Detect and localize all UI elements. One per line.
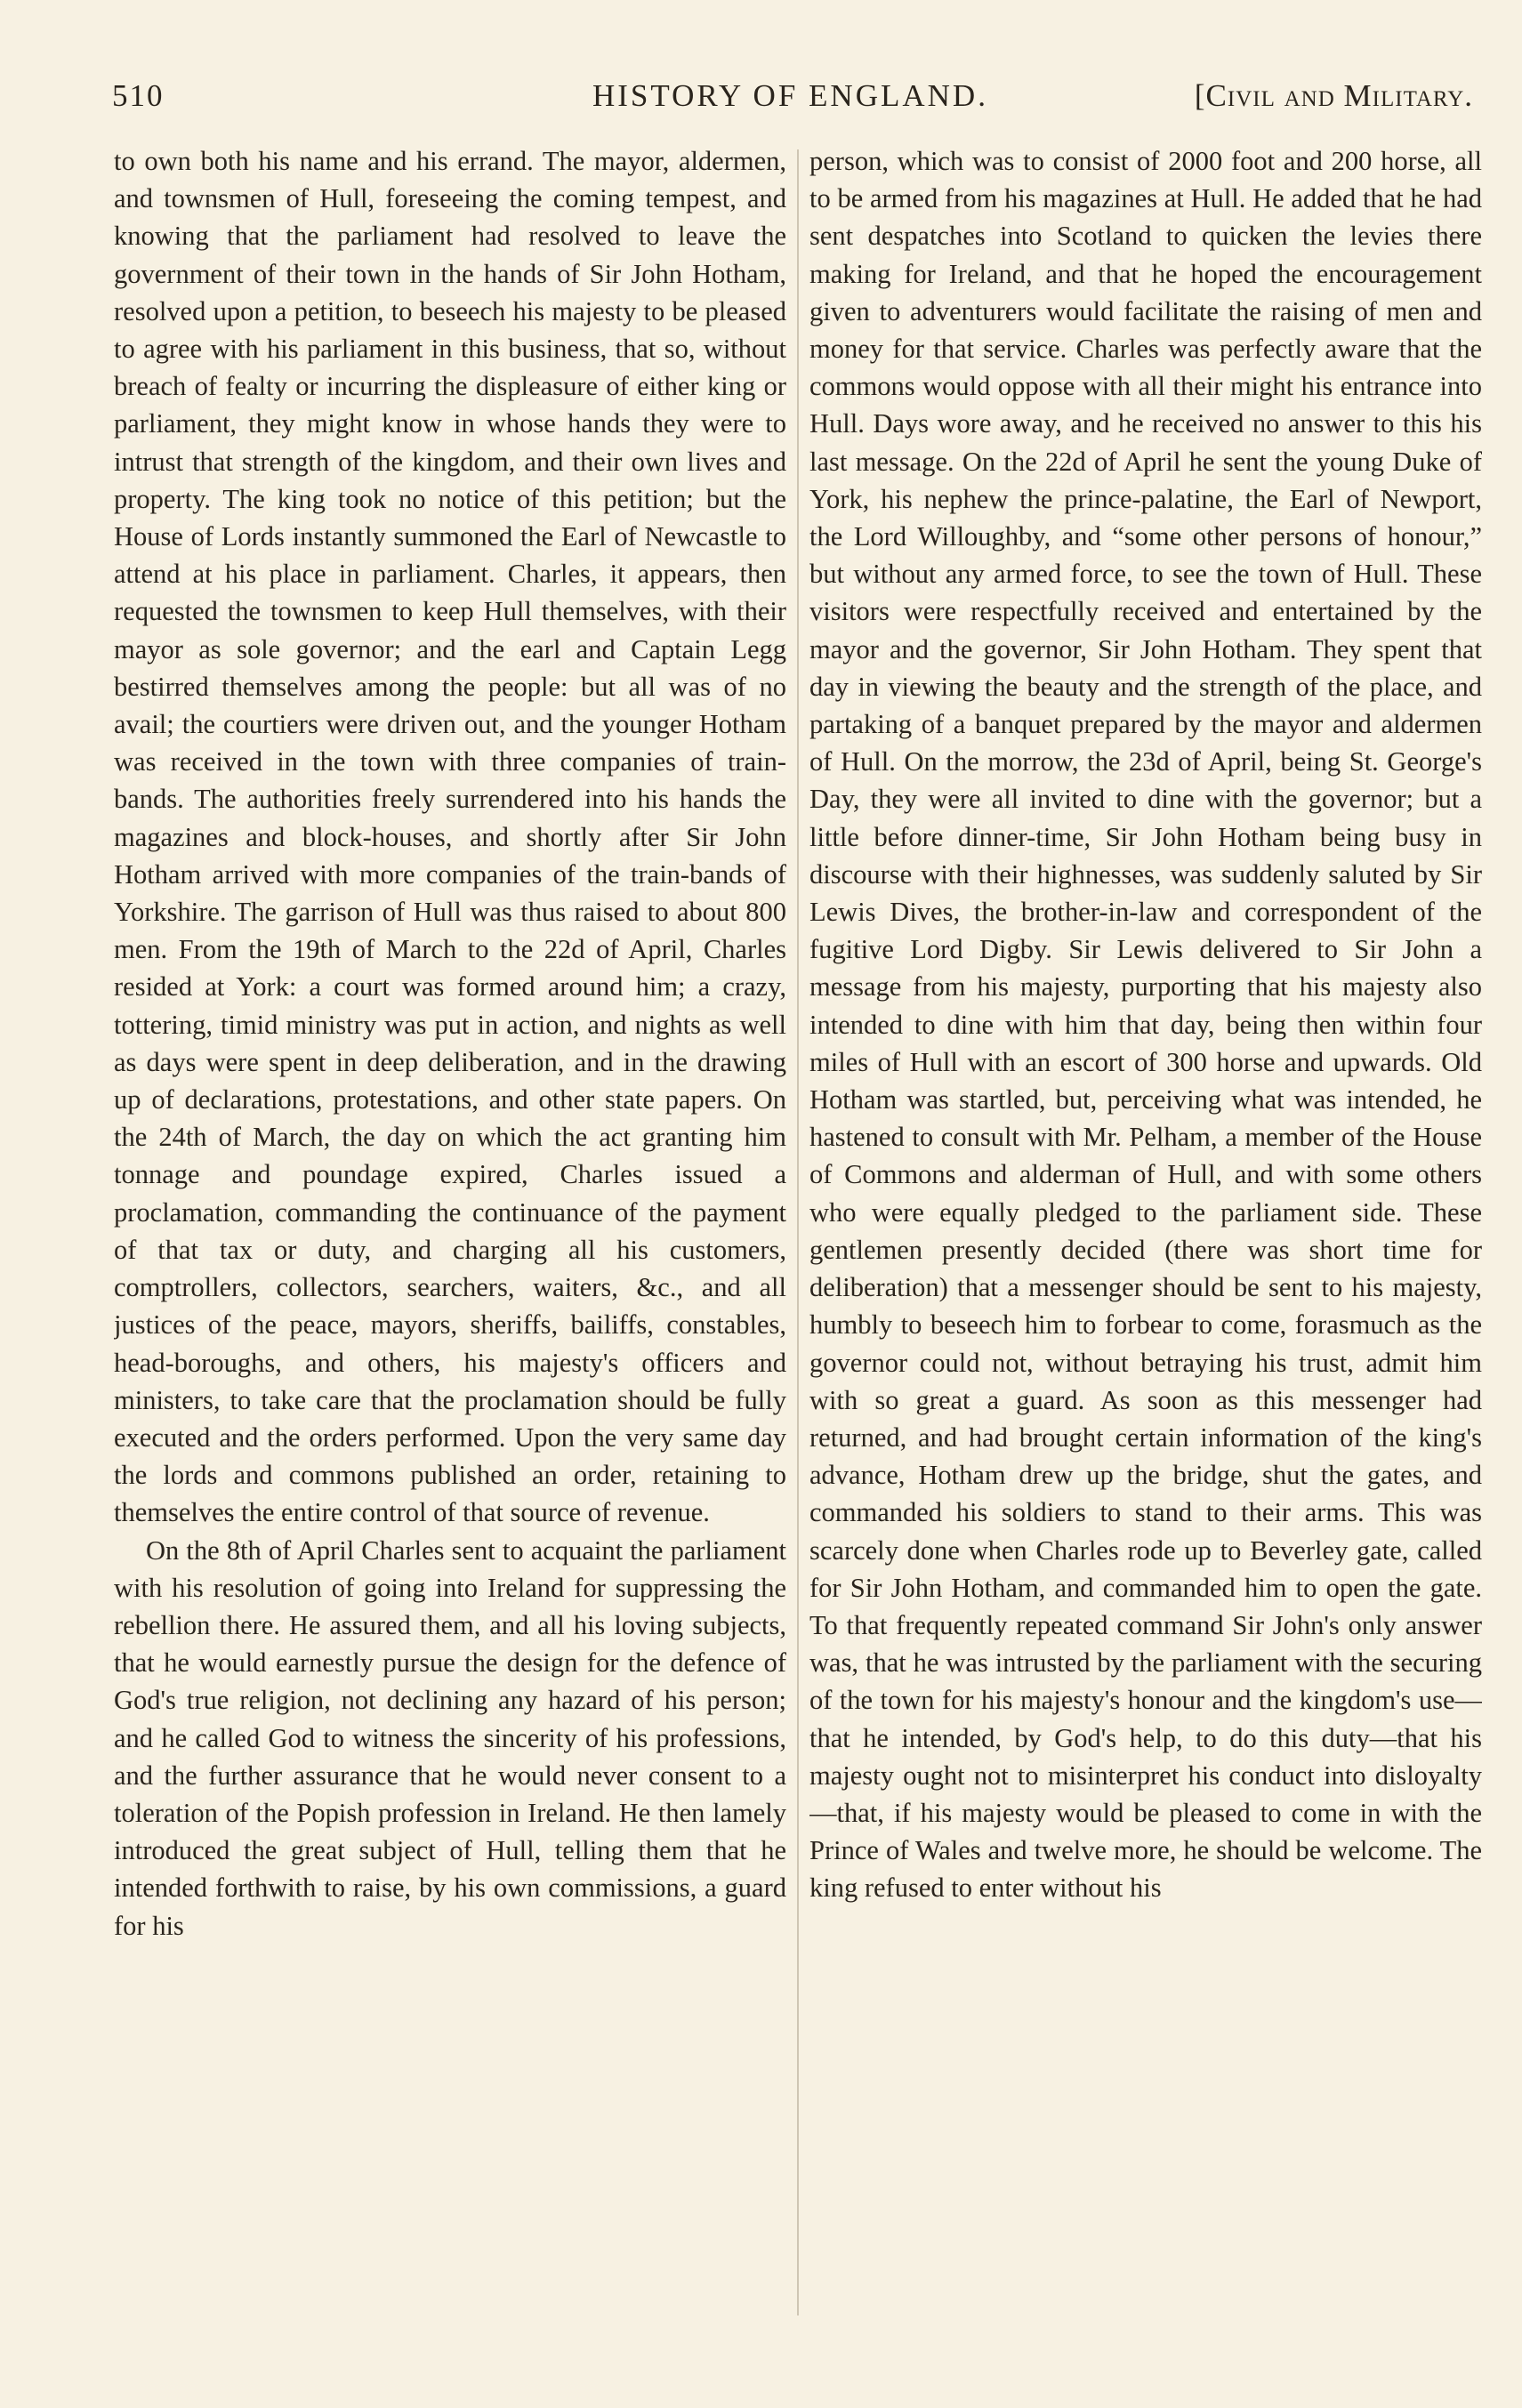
left-column [114, 142, 786, 2322]
page-header [112, 78, 1473, 123]
running-title: HISTORY OF ENGLAND. [592, 78, 988, 113]
paragraph: to own both his name and his errand. The mayor, aldermen, and townsmen of Hull, foreseeing the coming tempest, and knowing that the parliament had resolved to leave the government of their town in the hands of Sir John Hotham, resolved upon a petition, to beseech his majesty to be pleased to agree with his parliament in this business, that so, without breach of fealty or incurring the displeasure of either king or parliament, they might know in whose hands they were to intrust that strength of the kingdom, and their own lives and property. The king took no notice of this petition; but the House of Lords instantly summoned the Earl of Newcastle to attend at his place in parliament. Charles, it appears, then requested the townsmen to keep Hull themselves, with their mayor as sole governor; and the earl and Captain Legg bestirred themselves among the people: but all was of no avail; the courtiers were driven out, and the younger Hotham was received in the town with three companies of train-bands. The authorities freely surrendered into his hands the magazines and block-houses, and shortly after Sir John Hotham arrived with more companies of the train-bands of Yorkshire. The garrison of Hull was thus raised to about 800 men. From the 19th of March to the 22d of April, Charles resided at York: a court was formed around him; a crazy, tottering, timid ministry was put in action, and nights as well as days were spent in deep deliberation, and in the drawing up of declarations, protestations, and other state papers. On the 24th of March, the day on which the act granting him tonnage and poundage expired, Charles issued a proclamation, commanding the continuance of the payment of that tax or duty, and charging all his customers, comptrollers, collectors, searchers, waiters, &c., and all justices of the peace, mayors, sheriffs, bailiffs, constables, head-boroughs, and others, his majesty's officers and ministers, to take care that the proclamation should be fully executed and the orders performed. Upon the very same day the lords and commons published an order, retaining to themselves the entire control of that source of revenue. [114, 146, 786, 1528]
page-number: 510 [112, 78, 165, 113]
paragraph: person, which was to consist of 2000 foot and 200 horse, all to be armed from his magazines at Hull. He added that he had sent despatches into Scotland to quicken the levies there making for Ireland, and that he hoped the encouragement given to adventurers would facilitate the raising of men and money for that service. Charles was perfectly aware that the commons would oppose with all their might his entrance into Hull. Days wore away, and he received no answer to this his last message. On the 22d of April he sent the young Duke of York, his nephew the prince-palatine, the Earl of Newport, the Lord Willoughby, and “some other persons of honour,” but without any armed force, to see the town of Hull. These visitors were respectfully received and entertained by the mayor and the governor, Sir John Hotham. They spent that day in viewing the beauty and the strength of the place, and partaking of a banquet prepared by the mayor and aldermen of Hull. On the morrow, the 23d of April, being St. George's Day, they were all invited to dine with the governor; but a little before dinner-time, Sir John Hotham being busy in discourse with their highnesses, was suddenly saluted by Sir Lewis Dives, the brother-in-law and correspondent of the fugitive Lord Digby. Sir Lewis delivered to Sir John a message from his majesty, purporting that his majesty also intended to dine with him that day, being then within four miles of Hull with an escort of 300 horse and upwards. Old Hotham was startled, but, perceiving what was intended, he hastened to consult with Mr. Pelham, a member of the House of Commons and alderman of Hull, and with some others who were equally pledged to the parliament side. These gentlemen presently decided (there was short time for deliberation) that a messenger should be sent to his majesty, humbly to beseech him to forbear to come, forasmuch as the governor could not, without betraying his trust, admit him with so great a guard. As soon as this messenger had returned, and had brought certain information of the king's advance, Hotham drew up the bridge, shut the gates, and commanded his soldiers to stand to their arms. This was scarcely done when Charles rode up to Beverley gate, called for Sir John Hotham, and commanded him to open the gate. To that frequently repeated command Sir John's only answer was, that he was intrusted by the parliament with the securing of the town for his majesty's honour and the kingdom's use—that he intended, by God's help, to do this duty—that his majesty ought not to misinterpret his conduct into disloyalty—that, if his majesty would be pleased to come in with the Prince of Wales and twelve more, he should be welcome. The king refused to enter without his [809, 146, 1482, 1904]
column-divider [797, 149, 799, 2315]
section-label: [Civil and Military. [1194, 78, 1473, 113]
paragraph: On the 8th of April Charles sent to acquaint the parliament with his resolution of going into Ireland for suppressing the rebellion there. He assured them, and all his loving subjects, that he would earnestly pursue the design for the defence of God's true religion, not declining any hazard of his person; and he called God to witness the sincerity of his professions, and the further assurance that he would never consent to a toleration of the Popish profession in Ireland. He then lamely introduced the great subject of Hull, telling them that he intended forthwith to raise, by his own commissions, a guard for his [114, 1534, 786, 1941]
right-column [809, 142, 1482, 2322]
